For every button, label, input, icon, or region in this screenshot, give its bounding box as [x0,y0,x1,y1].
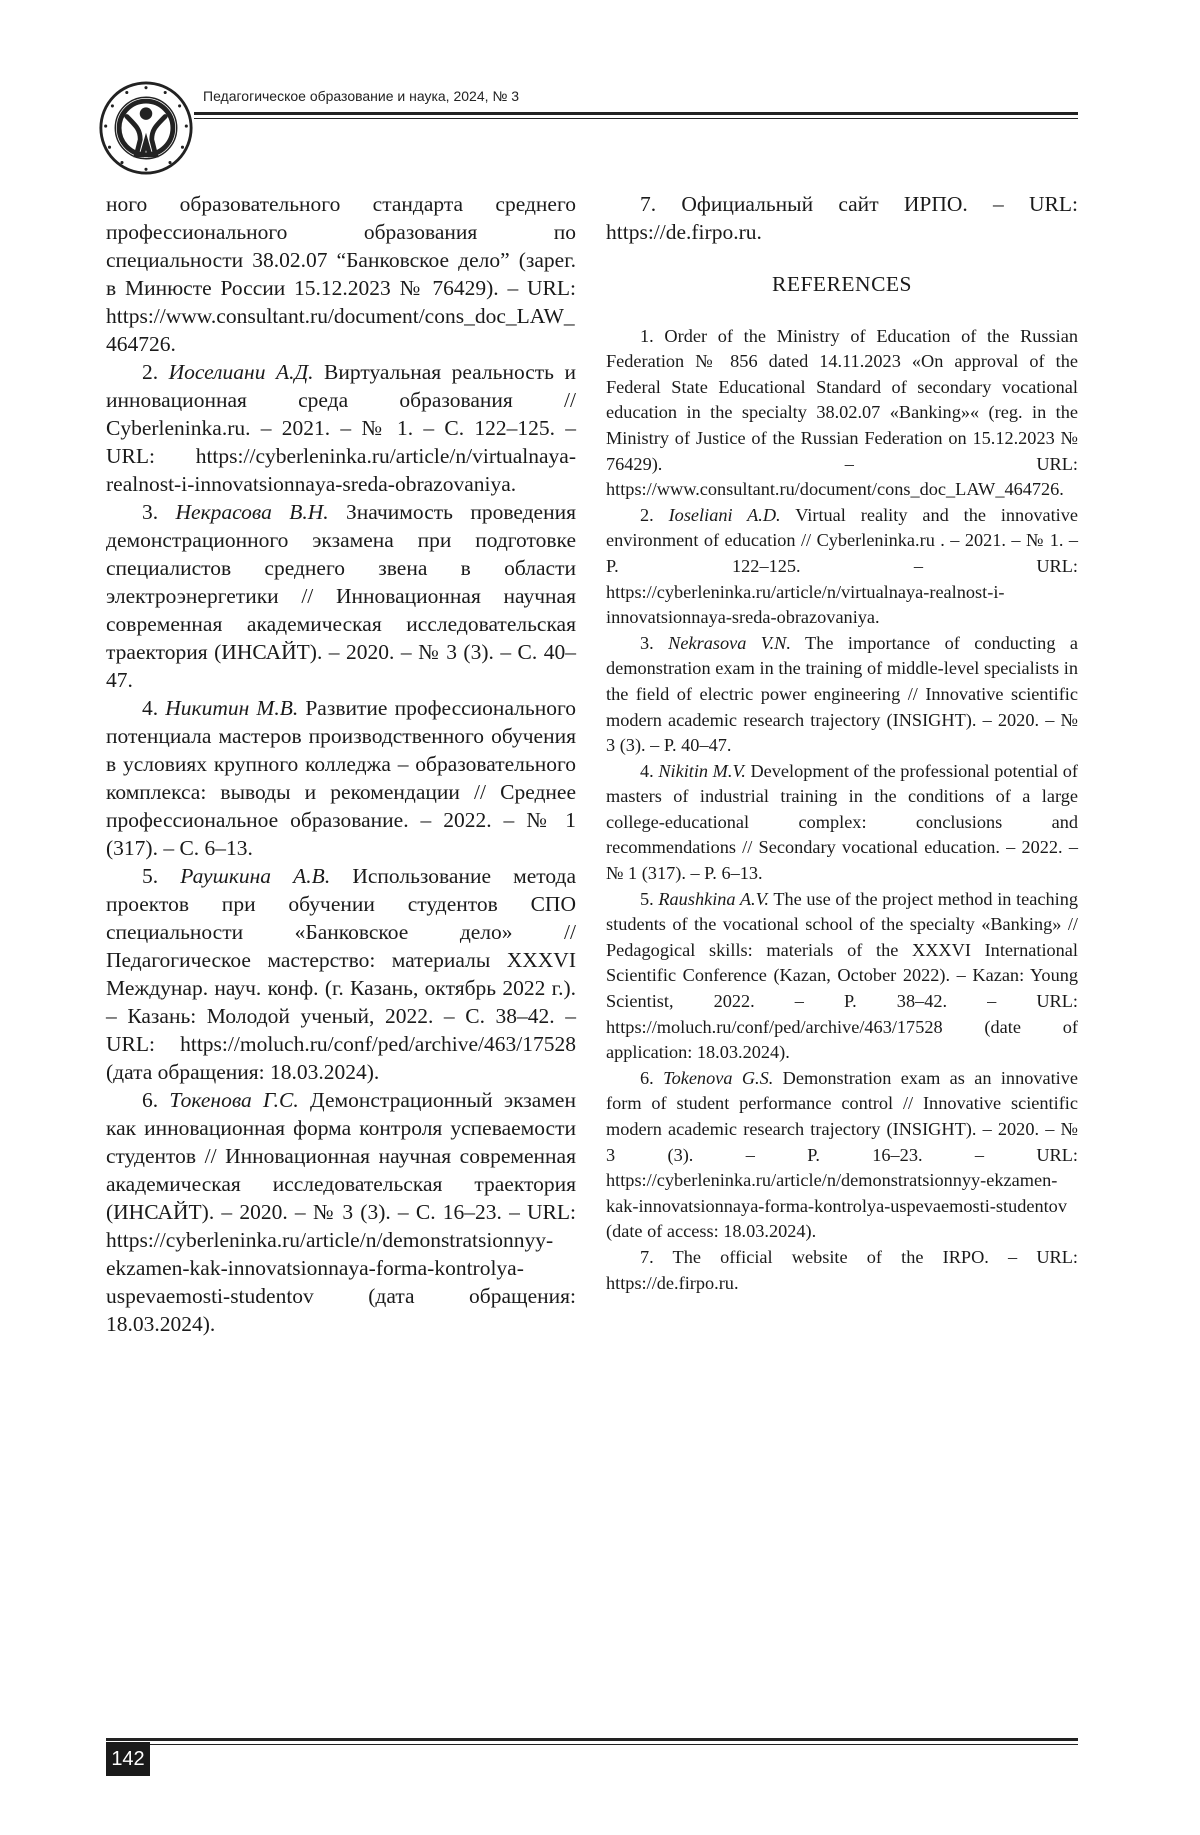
reference-en-2: 2. Ioseliani A.D. Virtual reality and the innovative environment of education // Cyberleninka.ru . – 2021. – № 1. – P. 122–125. – URL: https://cyberleninka.ru/article/n/virtualnaya-realnost-i-innovatsionnaya-sreda-obrazovaniya. [606,504,1078,628]
reference-author: Tokenova G.S. [663,1067,774,1088]
reference-en-5: 5. Raushkina A.V. The use of the project method in teaching students of the vocational school of the specialty «Banking» // Pedagogical skills: materials of the XXXVI International Scientific Conference (Kazan, October 2022). – Kazan: Young Scientist, 2022. – P. 38–42. – URL: https://moluch.ru/conf/ped/archive/463/17528 (date of application: 18.03.2024). [606,888,1078,1063]
page-header [98,68,1078,178]
reference-en-3: 3. Nekrasova V.N. The importance of conducting a demonstration exam in the training of middle-level specialists in the field of electric power engineering // Innovative scientific modern academic research trajectory (INSIGHT). – 2020. – № 3 (3). – P. 40–47. [606,632,1079,756]
reference-ru-5: 5. Раушкина А.В. Использование метода проектов при обучении студентов СПО специальности «Банковское дело» // Педагогическое мастерство: материалы XXXVI Междунар. науч. конф. (г. Казань, октябрь 2022 г.). – Казань: Молодой ученый, 2022. – С. 38–42. – URL: https://moluch.ru/conf/ped/archive/463/17528 (дата обращения: 18.03.2024). [106,864,577,1084]
page-number: 142 [106,1742,150,1776]
reference-author: Некрасова В.Н. [175,500,329,524]
references-heading: REFERENCES [772,272,912,296]
right-column [606,190,1078,1296]
reference-author: Nikitin M.V. [658,760,746,781]
reference-author: Токенова Г.С. [169,1088,299,1112]
reference-ru-7: 7. Официальный сайт ИРПО. – URL: https://de.firpo.ru. [606,192,1078,244]
reference-en-7: 7. The official website of the IRPO. – URL: https://de.firpo.ru. [606,1246,1078,1293]
reference-author: Raushkina A.V. [658,888,769,909]
reference-en-1: 1. Order of the Ministry of Education of the Russian Federation № 856 dated 14.11.2023 «On approval of the Federal State Educational Standard of secondary vocational education in the specialty 38.02.07 «Banking»« (reg. in the Ministry of Justice of the Russian Federation on 15.12.2023 № 76429). – URL: https://www.consultant.ru/document/cons_doc_LAW_464726. [606,325,1078,500]
reference-1-continuation: ного образовательного стандарта среднего профессионального образования по специальности 38.02.07 “Банковское дело” (зарег. в Минюсте России 15.12.2023 № 76429). – URL: https://www.consultant.ru/document/cons_doc_LAW_464726. [106,192,576,356]
left-column [106,190,576,1338]
reference-ru-4: 4. Никитин М.В. Развитие профессионального потенциала мастеров производственного обучения в условиях крупного колледжа – образовательного комплекса: выводы и рекомендации // Среднее профессиональное образование. – 2022. – № 1 (317). – С. 6–13. [106,696,576,860]
reference-ru-2: 2. Иоселиани А.Д. Виртуальная реальность и инновационная среда образования // Cyberleninka.ru. – 2021. – № 1. – С. 122–125. – URL: https://cyberleninka.ru/article/n/virtualnaya-realnost-i-innovatsionnaya-sreda-obrazovaniya. [106,360,576,496]
journal-logo-icon [98,80,194,176]
reference-ru-3: 3. Некрасова В.Н. Значимость проведения демонстрационного экзамена при подготовке специалистов среднего звена в области электроэнергетики // Инновационная научная современная академическая исследовательская траектория (ИНСАЙТ). – 2020. – № 3 (3). – С. 40–47. [106,500,576,692]
reference-en-6: 6. Tokenova G.S. Demonstration exam as an innovative form of student performance control // Innovative scientific modern academic research trajectory (INSIGHT). – 2020. – № 3 (3). – P. 16–23. – URL: https://cyberleninka.ru/article/n/demonstratsionnyy-ekzamen-kak-innovatsionnaya-forma-kontrolya-uspevaemosti-studentov (date of access: 18.03.2024). [606,1067,1079,1242]
reference-ru-6: 6. Токенова Г.С. Демонстрационный экзамен как инновационная форма контроля успеваемости студентов // Инновационная научная современная академическая исследовательская траектория (ИНСАЙТ). – 2020. – № 3 (3). – С. 16–23. – URL: https://cyberleninka.ru/article/n/demonstratsionnyy-ekzamen-kak-innovatsionnaya-forma-kontrolya-uspevaemosti-studentov (дата обращения: 18.03.2024). [106,1088,576,1336]
reference-author: Раушкина А.В. [180,864,331,888]
reference-author: Nekrasova V.N. [668,632,791,653]
journal-title: Педагогическое образование и наука, 2024, № 3 [203,88,520,104]
header-rule [194,112,1078,119]
reference-author: Ioseliani A.D. [668,504,781,525]
footer-rule [106,1738,1078,1745]
reference-en-4: 4. Nikitin M.V. Development of the professional potential of masters of industrial training in the conditions of a large college-educational complex: conclusions and recommendations // Secondary vocational education. – 2022. – № 1 (317). – P. 6–13. [606,760,1079,884]
reference-author: Никитин М.В. [165,696,299,720]
reference-author: Иоселиани А.Д. [168,360,314,384]
